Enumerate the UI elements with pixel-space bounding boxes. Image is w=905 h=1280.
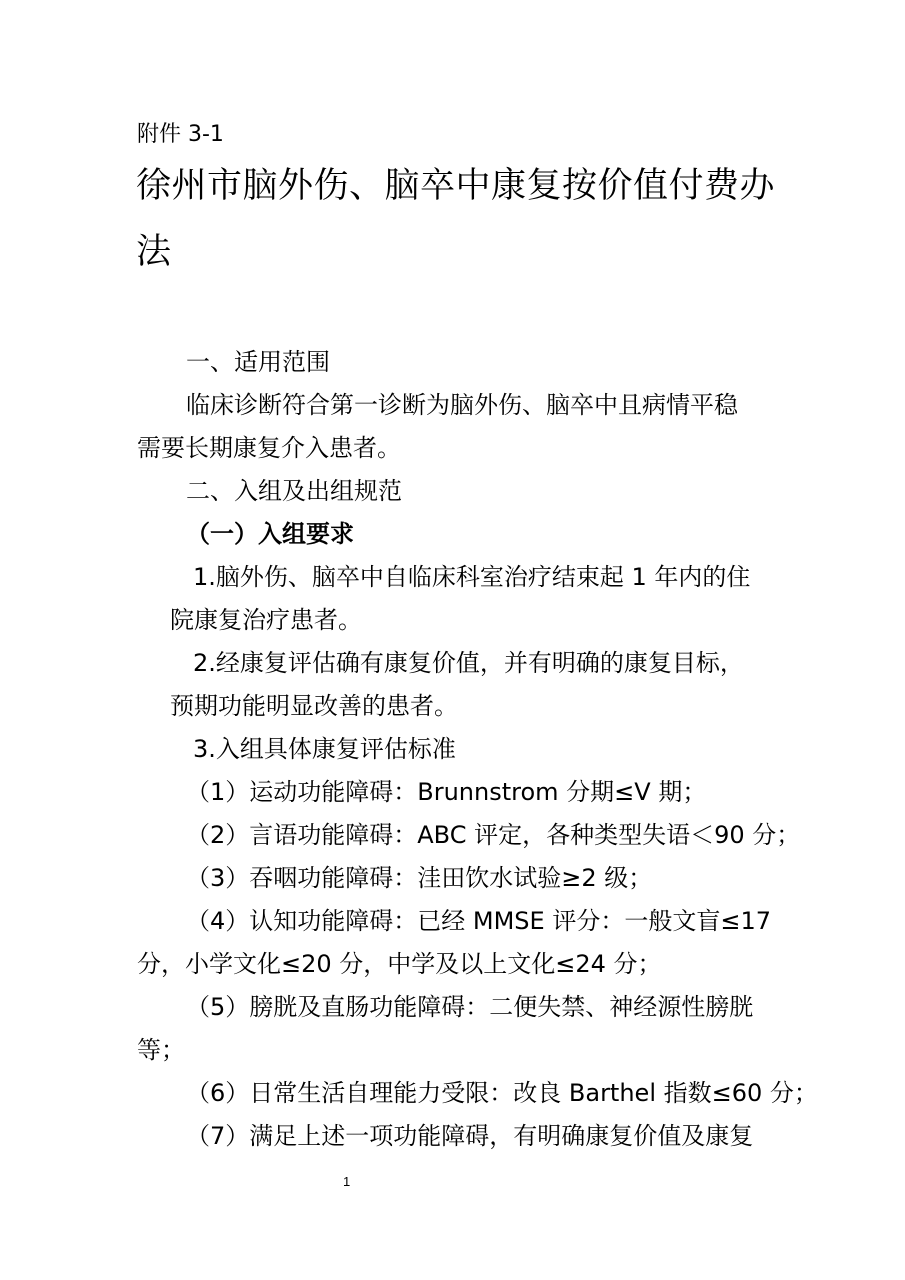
- criteria-item: （3）吞咽功能障碍：洼田饮水试验≥2 级；: [186, 864, 653, 892]
- paragraph-line: 院康复治疗患者。: [170, 606, 362, 634]
- paragraph-line: 预期功能明显改善的患者。: [170, 692, 458, 720]
- paragraph-line: 1.脑外伤、脑卒中自临床科室治疗结束起 1 年内的住: [193, 563, 751, 591]
- document-title-line-2: 法: [136, 232, 172, 272]
- criteria-item: （1）运动功能障碍：Brunnstrom 分期≤V 期；: [186, 778, 707, 806]
- criteria-item: （2）言语功能障碍：ABC 评定，各种类型失语＜90 分；: [186, 821, 801, 849]
- paragraph-line: 临床诊断符合第一诊断为脑外伤、脑卒中且病情平稳: [186, 391, 738, 419]
- document-title-line-1: 徐州市脑外伤、脑卒中康复按价值付费办: [136, 166, 776, 206]
- subsection-heading-requirements: （一）入组要求: [186, 520, 354, 548]
- attachment-label: 附件 3-1: [137, 122, 224, 147]
- paragraph-line: 需要长期康复介入患者。: [137, 434, 401, 462]
- criteria-item: （4）认知功能障碍：已经 MMSE 评分：一般文盲≤17: [186, 907, 771, 935]
- paragraph-line: 3.入组具体康复评估标准: [193, 735, 456, 763]
- paragraph-line: 2.经康复评估确有康复价值，并有明确的康复目标，: [193, 649, 744, 677]
- criteria-item-continued: 等；: [137, 1036, 185, 1064]
- criteria-item: （6）日常生活自理能力受限：改良 Barthel 指数≤60 分；: [186, 1079, 818, 1107]
- criteria-item-continued: 分，小学文化≤20 分，中学及以上文化≤24 分；: [137, 950, 662, 978]
- section-heading-scope: 一、适用范围: [186, 348, 330, 376]
- criteria-item: （7）满足上述一项功能障碍，有明确康复价值及康复: [186, 1122, 754, 1150]
- section-heading-enrollment: 二、入组及出组规范: [186, 477, 402, 505]
- criteria-item: （5）膀胱及直肠功能障碍：二便失禁、神经源性膀胱: [186, 993, 754, 1021]
- page-number: 1: [343, 1174, 351, 1189]
